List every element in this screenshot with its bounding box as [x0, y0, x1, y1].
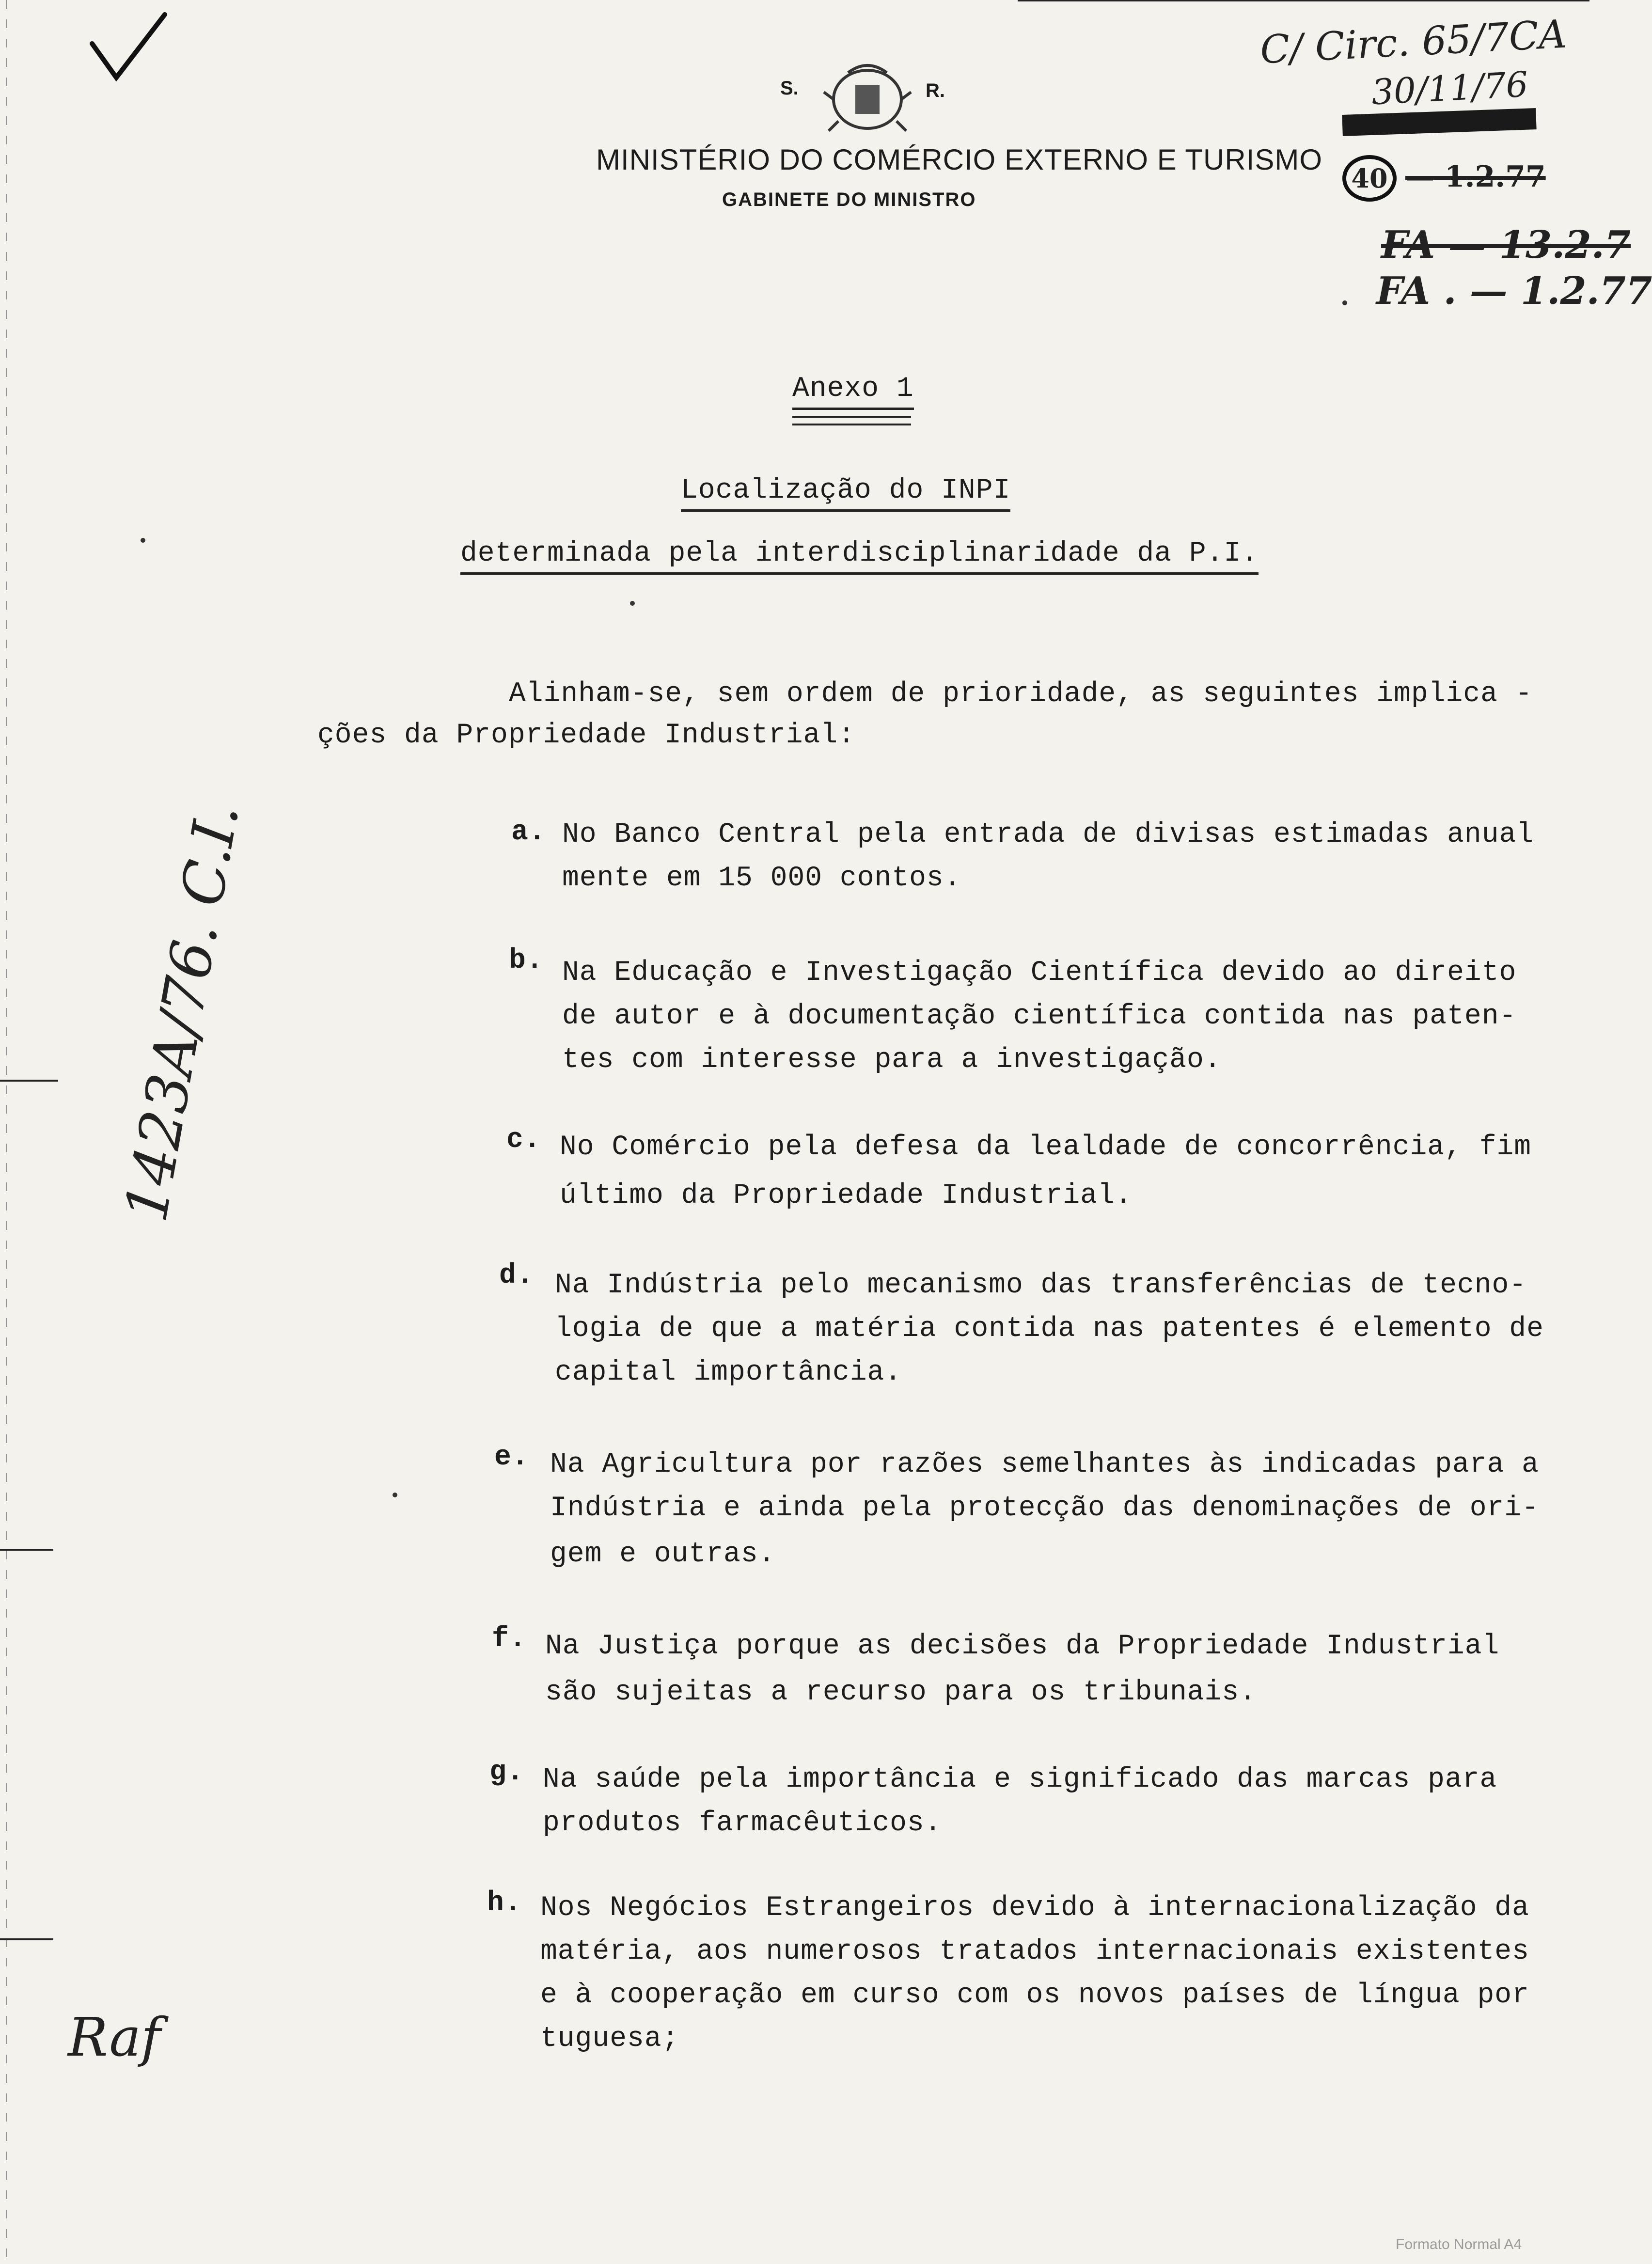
item-line: Na Justiça porque as decisões da Propriedade Industrial: [545, 1631, 1500, 1662]
item-line: tes com interesse para a investigação.: [562, 1044, 1222, 1076]
item-line: último da Propriedade Industrial.: [560, 1180, 1133, 1211]
scan-speck: [141, 538, 145, 543]
scan-speck: [393, 1493, 397, 1497]
item-line: No Comércio pela defesa da lealdade de concorrência, fim: [560, 1132, 1532, 1163]
item-line: Na Agricultura por razões semelhantes às indicadas para a: [550, 1449, 1539, 1480]
item-letter: f.: [492, 1623, 527, 1655]
item-line: No Banco Central pela entrada de divisas estimadas anual: [562, 819, 1534, 850]
item-letter: d.: [499, 1260, 534, 1291]
fa-entry: FA . — 1.2.77: [1376, 269, 1652, 313]
item-line: Na saúde pela importância e significado das marcas para: [543, 1764, 1497, 1795]
item-letter: c.: [506, 1124, 541, 1156]
annex-heading: Anexo 1: [792, 373, 914, 405]
item-line: Na Indústria pelo mecanismo das transferências de tecno-: [555, 1270, 1527, 1301]
footer-paper-format: Formato Normal A4: [1396, 2236, 1522, 2252]
item-letter: a.: [511, 817, 546, 848]
handwritten-circular-ref: C/ Circ. 65/7CA: [1259, 11, 1568, 73]
handwritten-date: 30/11/76: [1370, 63, 1529, 113]
item-line: capital importância.: [555, 1357, 902, 1388]
item-line: produtos farmacêuticos.: [543, 1808, 942, 1839]
item-line: Indústria e ainda pela protecção das denominações de ori-: [550, 1493, 1539, 1524]
ministry-name: MINISTÉRIO DO COMÉRCIO EXTERNO E TURISMO: [596, 143, 1322, 176]
item-line: logia de que a matéria contida nas patentes é elemento de: [555, 1313, 1544, 1345]
item-line: mente em 15 000 contos.: [562, 863, 961, 894]
item-line: matéria, aos numerosos tratados internacionais existentes: [540, 1936, 1529, 1967]
margin-mark-line: [0, 1549, 53, 1551]
item-letter: b.: [509, 945, 544, 976]
item-letter: g.: [489, 1757, 524, 1788]
handwritten-initials: Raf: [68, 2006, 161, 2068]
checkmark-icon: [73, 5, 170, 87]
intro-line-2: ções da Propriedade Industrial:: [317, 720, 855, 751]
margin-mark-line: [0, 1938, 53, 1940]
item-line: tuguesa;: [540, 2023, 679, 2055]
stamp-struck-date: — 1.2.77: [1405, 160, 1546, 194]
item-line: Na Educação e Investigação Científica devido ao direito: [562, 957, 1517, 989]
intro-line-1: Alinham-se, sem ordem de prioridade, as seguintes implica -: [509, 678, 1533, 710]
redacted-stamp-bar: [1342, 108, 1536, 136]
margin-mark-line: [0, 1080, 58, 1082]
margin-vertical-note: 1423A/76. C.I.: [112, 798, 252, 1227]
letterhead-left-initial: S.: [780, 78, 799, 99]
annex-double-underline: [792, 416, 911, 425]
item-line: gem e outras.: [550, 1539, 776, 1570]
item-line: e à cooperação em curso com os novos países de língua por: [540, 1980, 1529, 2011]
letterhead-right-initial: R.: [926, 80, 945, 101]
item-line: Nos Negócios Estrangeiros devido à internacionalização da: [540, 1892, 1529, 1924]
item-line: são sujeitas a recurso para os tribunais.: [545, 1677, 1257, 1708]
title-line-2: determinada pela interdisciplinaridade da P.I.: [460, 538, 1259, 569]
stamp-number-circle: 40: [1342, 155, 1397, 202]
item-letter: e.: [494, 1442, 529, 1473]
top-edge-line: [1018, 0, 1589, 1]
left-margin-perforation: [6, 0, 7, 2264]
item-letter: h.: [487, 1887, 522, 1919]
office-name: GABINETE DO MINISTRO: [722, 189, 976, 210]
item-line: de autor e à documentação científica contida nas paten-: [562, 1001, 1517, 1032]
title-line-1: Localização do INPI: [681, 475, 1010, 506]
coat-of-arms-icon: [819, 53, 916, 136]
scan-speck: [1342, 300, 1347, 305]
fa-struck-entry: FA — 13.2.7: [1381, 223, 1631, 267]
scan-speck: [630, 601, 635, 606]
